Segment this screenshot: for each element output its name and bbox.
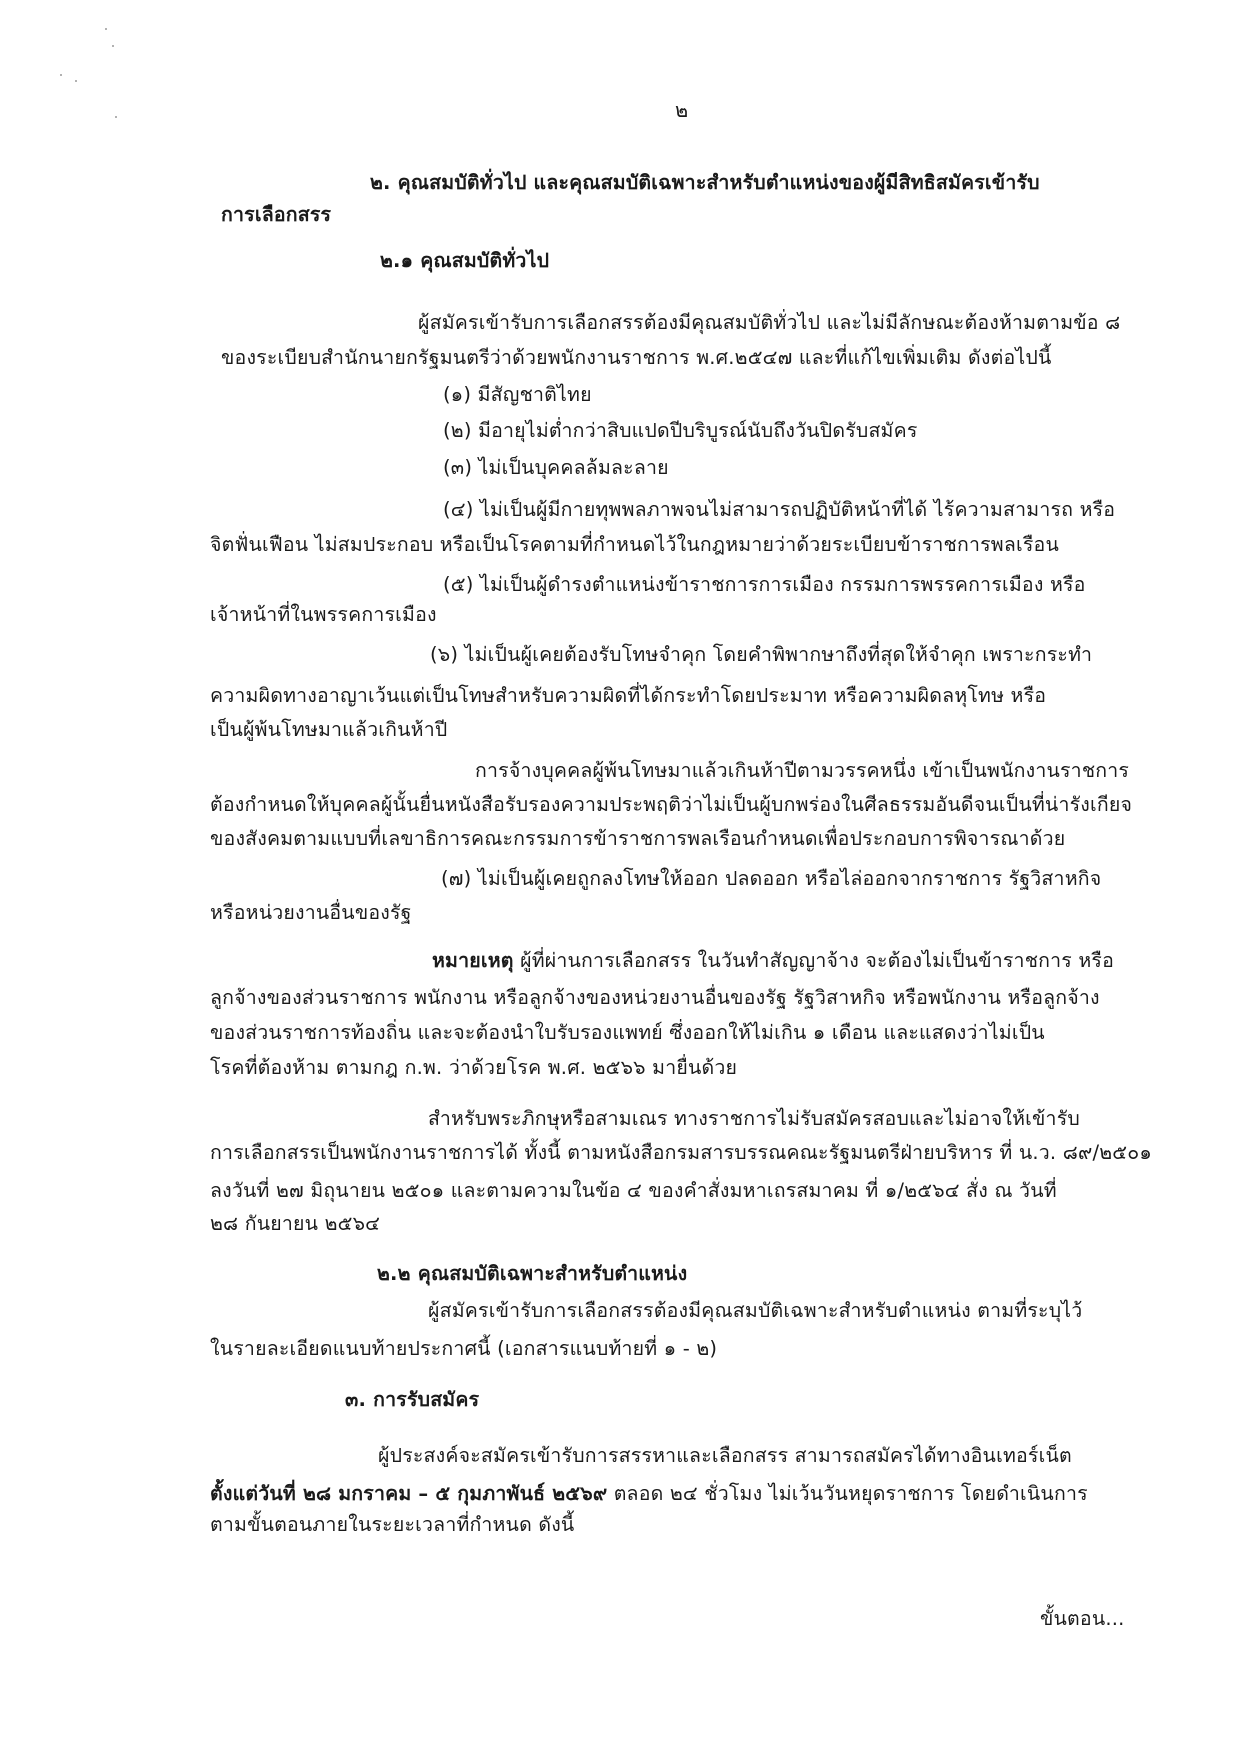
- note-line: [432, 948, 1114, 974]
- list-item-1: (๑) มีสัญชาติไทย: [443, 383, 592, 406]
- list-item-7-cont: หรือหน่วยงานอื่นของรัฐ: [210, 901, 412, 924]
- scan-speck: [75, 80, 77, 82]
- paragraph-line: ของระเบียบสำนักนายกรัฐมนตรีว่าด้วยพนักงานราชการ พ.ศ.๒๕๔๗ และที่แก้ไขเพิ่มเติม ดังต่อไปนี้: [221, 346, 1052, 369]
- paragraph-line: ตามขั้นตอนภายในระยะเวลาที่กำหนด ดังนี้: [210, 1513, 575, 1536]
- scan-speck: [60, 74, 62, 76]
- registration-dates: ตั้งแต่วันที่ ๒๘ มกราคม – ๕ กุมภาพันธ์ ๒๕๖๙: [210, 1482, 608, 1505]
- list-item-7: (๗) ไม่เป็นผู้เคยถูกลงโทษให้ออก ปลดออก หรือไล่ออกจากราชการ รัฐวิสาหกิจ: [441, 867, 1102, 890]
- note-line: โรคที่ต้องห้าม ตามกฎ ก.พ. ว่าด้วยโรค พ.ศ. ๒๕๖๖ มายื่นด้วย: [210, 1056, 738, 1079]
- scan-speck: [115, 116, 117, 118]
- list-item-4: (๔) ไม่เป็นผู้มีกายทุพพลภาพจนไม่สามารถปฏิบัติหน้าที่ได้ ไร้ความสามารถ หรือ: [443, 498, 1116, 521]
- paragraph-line: ลงวันที่ ๒๗ มิถุนายน ๒๕๐๑ และตามความในข้อ ๔ ของคำสั่งมหาเถรสมาคม ที่ ๑/๒๕๖๔ สั่ง ณ วันที่: [210, 1179, 1057, 1202]
- list-item-4-cont: จิตฟั่นเฟือน ไม่สมประกอบ หรือเป็นโรคตามที่กำหนดไว้ในกฎหมายว่าด้วยระเบียบข้าราชการพลเรือน: [210, 533, 1059, 556]
- paragraph-line: สำหรับพระภิกษุหรือสามเณร ทางราชการไม่รับสมัครสอบและไม่อาจให้เข้ารับ: [428, 1107, 1080, 1130]
- paragraph-line: ผู้สมัครเข้ารับการเลือกสรรต้องมีคุณสมบัติเฉพาะสำหรับตำแหน่ง ตามที่ระบุไว้: [428, 1299, 1083, 1322]
- subsection-2-1-heading: ๒.๑ คุณสมบัติทั่วไป: [380, 249, 550, 272]
- paragraph-line: ๒๘ กันยายน ๒๕๖๔: [210, 1212, 381, 1235]
- paragraph-line: การจ้างบุคคลผู้พ้นโทษมาแล้วเกินห้าปีตามวรรคหนึ่ง เข้าเป็นพนักงานราชการ: [475, 759, 1130, 782]
- list-item-6: (๖) ไม่เป็นผู้เคยต้องรับโทษจำคุก โดยคำพิพากษาถึงที่สุดให้จำคุก เพราะกระทำ: [430, 643, 1093, 666]
- note-label: หมายเหตุ: [432, 949, 514, 972]
- list-item-6-cont: ความผิดทางอาญาเว้นแต่เป็นโทษสำหรับความผิดที่ได้กระทำโดยประมาท หรือความผิดลหุโทษ หรือ: [210, 684, 1047, 707]
- paragraph-line: ผู้ประสงค์จะสมัครเข้ารับการสรรหาและเลือกสรร สามารถสมัครได้ทางอินเทอร์เน็ต: [378, 1444, 1072, 1467]
- paragraph-line: ในรายละเอียดแนบท้ายประกาศนี้ (เอกสารแนบท้ายที่ ๑ - ๒): [210, 1337, 718, 1360]
- paragraph-line: ผู้สมัครเข้ารับการเลือกสรรต้องมีคุณสมบัติทั่วไป และไม่มีลักษณะต้องห้ามตามข้อ ๘: [418, 311, 1121, 334]
- section-3-heading: ๓. การรับสมัคร: [345, 1388, 480, 1411]
- continuation-marker: ขั้นตอน...: [1040, 1607, 1125, 1630]
- list-item-5-cont: เจ้าหน้าที่ในพรรคการเมือง: [210, 603, 437, 626]
- paragraph-line: การเลือกสรรเป็นพนักงานราชการได้ ทั้งนี้ ตามหนังสือกรมสารบรรณคณะรัฐมนตรีฝ่ายบริหาร ที่ น.ว. ๘๙/๒๕๐๑: [210, 1141, 1152, 1164]
- list-item-6-cont: เป็นผู้พ้นโทษมาแล้วเกินห้าปี: [210, 718, 448, 741]
- paragraph-line: ต้องกำหนดให้บุคคลผู้นั้นยื่นหนังสือรับรองความประพฤติว่าไม่เป็นผู้บกพร่องในศีลธรรมอันดีจนเป็นที่น่ารังเกียจ: [210, 793, 1133, 816]
- paragraph-text: ตลอด ๒๔ ชั่วโมง ไม่เว้นวันหยุดราชการ โดยดำเนินการ: [607, 1482, 1088, 1505]
- list-item-2: (๒) มีอายุไม่ต่ำกว่าสิบแปดปีบริบูรณ์นับถึงวันปิดรับสมัคร: [443, 419, 918, 442]
- list-item-5: (๕) ไม่เป็นผู้ดำรงตำแหน่งข้าราชการการเมือง กรรมการพรรคการเมือง หรือ: [443, 573, 1086, 596]
- paragraph-line: [210, 1481, 1088, 1507]
- note-text: ผู้ที่ผ่านการเลือกสรร ในวันทำสัญญาจ้าง จะต้องไม่เป็นข้าราชการ หรือ: [513, 949, 1115, 972]
- paragraph-line: ของสังคมตามแบบที่เลขาธิการคณะกรรมการข้าราชการพลเรือนกำหนดเพื่อประกอบการพิจารณาด้วย: [210, 827, 1066, 850]
- section-2-heading-cont: การเลือกสรร: [221, 203, 332, 226]
- scan-speck: [105, 28, 107, 30]
- note-line: ลูกจ้างของส่วนราชการ พนักงาน หรือลูกจ้างของหน่วยงานอื่นของรัฐ รัฐวิสาหกิจ หรือพนักงาน หรือลูกจ้าง: [210, 986, 1100, 1009]
- note-line: ของส่วนราชการท้องถิ่น และจะต้องนำใบรับรองแพทย์ ซึ่งออกให้ไม่เกิน ๑ เดือน และแสดงว่าไม่เป็น: [210, 1021, 1045, 1044]
- page-number: ๒: [675, 98, 689, 122]
- subsection-2-2-heading: ๒.๒ คุณสมบัติเฉพาะสำหรับตำแหน่ง: [377, 1262, 688, 1285]
- list-item-3: (๓) ไม่เป็นบุคคลล้มละลาย: [443, 456, 669, 479]
- scan-speck: [112, 45, 114, 47]
- section-2-heading: ๒. คุณสมบัติทั่วไป และคุณสมบัติเฉพาะสำหรับตำแหน่งของผู้มีสิทธิสมัครเข้ารับ: [370, 171, 1040, 194]
